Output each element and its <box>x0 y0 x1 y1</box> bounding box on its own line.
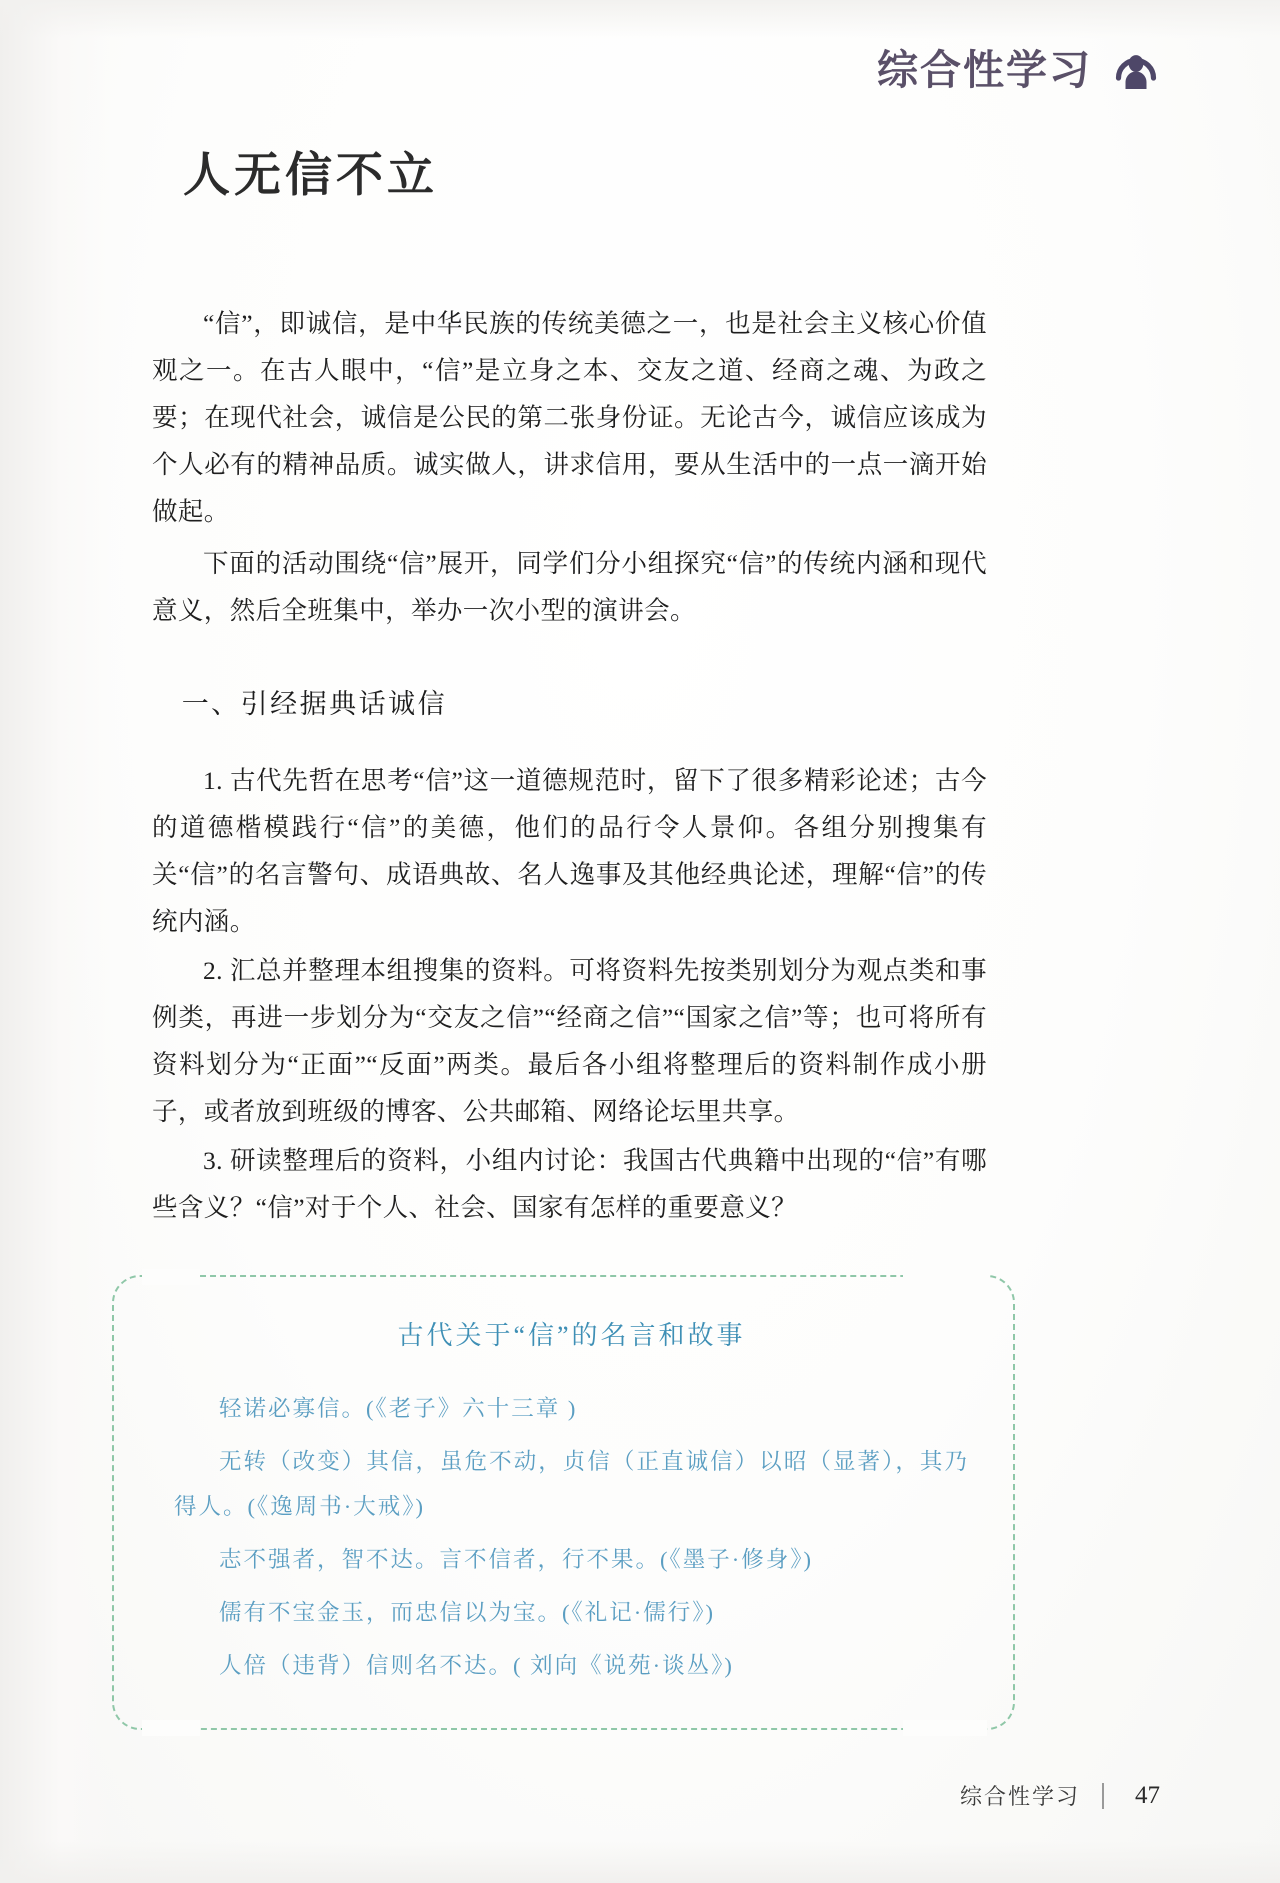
quote-line: 志不强者，智不达。言不信者，行不果。(《墨子·修身》) <box>219 1547 813 1572</box>
footer-divider <box>1102 1783 1104 1809</box>
person-in-circle-icon <box>1110 44 1162 96</box>
intro-paragraph-2: 下面的活动围绕“信”展开，同学们分小组探究“信”的传统内涵和现代意义，然后全班集中，举办一次小型的演讲会。 <box>152 549 987 625</box>
quote-line: 轻诺必寡信。(《老子》六十三章 ) <box>219 1396 578 1421</box>
quote-box-title: 古代关于“信”的名言和故事 <box>397 1321 746 1350</box>
section-heading: 一、引经据典话诚信 <box>181 689 448 719</box>
quote-line: 儒有不宝金玉，而忠信以为宝。(《礼记·儒行》) <box>219 1600 715 1625</box>
page-number: 47 <box>1135 1781 1160 1809</box>
activity-item-1: 1. 古代先哲在思考“信”这一道德规范时，留下了很多精彩论述；古今的道德楷模践行“信”的美德，他们的品行令人景仰。各组分别搜集有关“信”的名言警句、成语典故、名人逸事及其他经典论述，理解“信”的传统内涵。 <box>152 766 987 936</box>
page-body <box>152 300 987 1730</box>
intro-paragraph-1: “信”，即诚信，是中华民族的传统美德之一，也是社会主义核心价值观之一。在古人眼中，“信”是立身之本、交友之道、经商之魂、为政之要；在现代社会，诚信是公民的第二张身份证。无论古今，诚信应该成为个人必有的精神品质。诚实做人，讲求信用，要从生活中的一点一滴开始做起。 <box>152 309 987 526</box>
page-header <box>877 44 1162 96</box>
quote-box-notch-bottom-left <box>142 1720 200 1736</box>
quote-box-notch-bottom-right <box>903 1720 987 1736</box>
page-bottom-shadow <box>0 1841 1280 1883</box>
quote-box-notch-top-right <box>903 1269 987 1285</box>
activity-item-3: 3. 研读整理后的资料，小组内讨论：我国古代典籍中出现的“信”有哪些含义？“信”对于个人、社会、国家有怎样的重要意义？ <box>152 1146 987 1222</box>
header-label: 综合性学习 <box>877 46 1092 93</box>
page-title: 人无信不立 <box>183 150 438 202</box>
footer-label: 综合性学习 <box>959 1784 1080 1809</box>
page-footer <box>960 1780 1160 1811</box>
quote-box-notch-top-left <box>142 1269 200 1285</box>
quote-line: 无转（改变）其信，虽危不动，贞信（正直诚信）以昭（显著），其乃得人。(《逸周书·大戒》) <box>174 1449 969 1519</box>
quote-line: 人倍（违背）信则名不达。( 刘向《说苑·谈丛》) <box>219 1653 734 1678</box>
page-gutter-shadow <box>0 0 110 1883</box>
page-top-shadow <box>0 0 1280 38</box>
quote-box <box>112 1275 1015 1730</box>
activity-list <box>152 757 987 1231</box>
activity-item-2: 2. 汇总并整理本组搜集的资料。可将资料先按类别划分为观点类和事例类，再进一步划分为“交友之信”“经商之信”“国家之信”等；也可将所有资料划分为“正面”“反面”两类。最后各小组将整理后的资料制作成小册子，或者放到班级的博客、公共邮箱、网络论坛里共享。 <box>152 956 987 1126</box>
